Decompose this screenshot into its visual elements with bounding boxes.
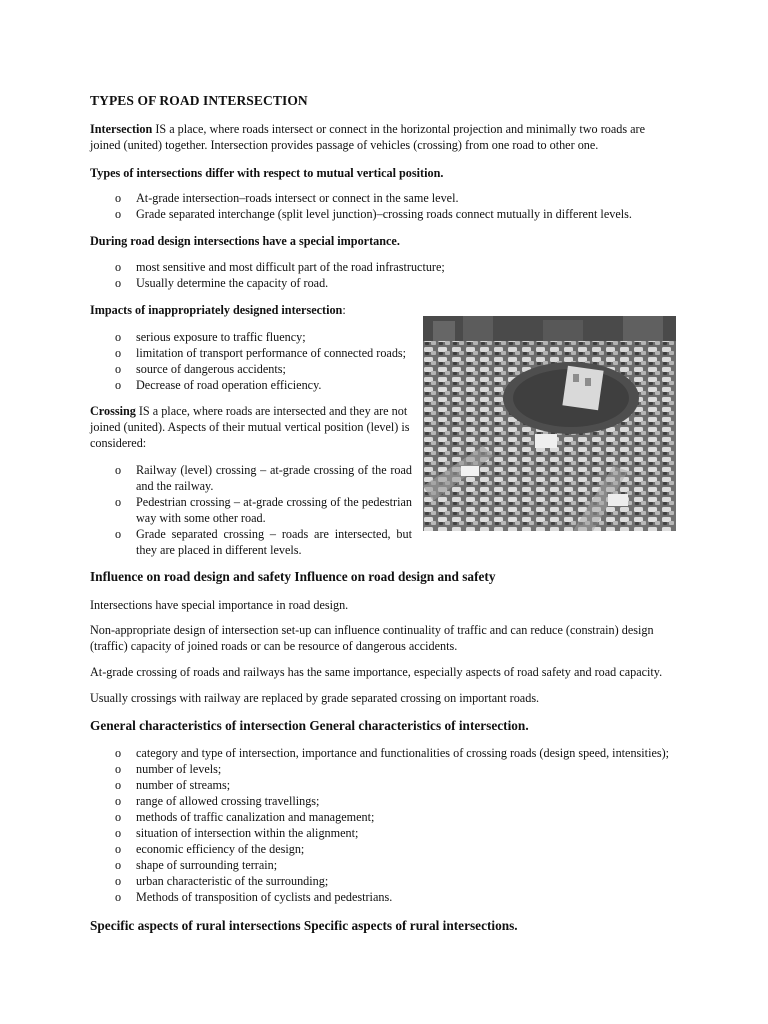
list-item: o Railway (level) crossing – at-grade crossing of the road and the railway.	[115, 463, 412, 493]
influence-heading: Influence on road design and safety Influence on road design and safety	[90, 569, 496, 584]
list-item: o situation of intersection within the alignment;	[115, 826, 359, 840]
traffic-intersection-photo	[423, 316, 676, 531]
list-item: o Grade separated interchange (split level junction)–crossing roads connect mutually in different levels.	[115, 207, 632, 221]
list-item: o Pedestrian crossing – at-grade crossing of the pedestrian way with some other road.	[115, 495, 412, 525]
types-list	[90, 190, 680, 222]
rural-heading: Specific aspects of rural intersections Specific aspects of rural intersections.	[90, 918, 518, 933]
intro-term: Intersection	[90, 122, 153, 136]
impacts-list	[90, 329, 420, 393]
list-item: o number of levels;	[115, 762, 222, 776]
list-item: o Methods of transposition of cyclists and pedestrians.	[115, 890, 393, 904]
crossing-text: IS a place, where roads are intersected and they are not joined (united). Aspects of their mutual vertical position (level) is considered:	[90, 404, 410, 450]
list-item: o Grade separated crossing – roads are intersected, but they are placed in different levels.	[115, 527, 412, 557]
list-item: o Usually determine the capacity of road.	[115, 276, 329, 290]
influence-paragraph-2: Non-appropriate design of intersection set-up can influence continuality of traffic and can reduce (constrain) design (traffic) capacity of joined roads or can be resource of dangerous accidents.	[90, 623, 654, 653]
list-item: o Decrease of road operation efficiency.	[115, 378, 322, 392]
influence-paragraph-4: Usually crossings with railway are replaced by grade separated crossing on important roads.	[90, 691, 540, 705]
crossing-paragraph	[90, 403, 412, 451]
influence-paragraph-1: Intersections have special importance in road design.	[90, 598, 349, 612]
list-item: o At-grade intersection–roads intersect or connect in the same level.	[115, 191, 459, 205]
general-heading: General characteristics of intersection General characteristics of intersection.	[90, 718, 529, 733]
list-item: o category and type of intersection, importance and functionalities of crossing roads (design speed, intensities);	[115, 746, 670, 760]
list-item: o serious exposure to traffic fluency;	[115, 330, 306, 344]
impacts-heading: Impacts of inappropriately designed intersection	[90, 303, 343, 317]
list-item: o range of allowed crossing travellings;	[115, 794, 320, 808]
importance-list	[90, 259, 680, 291]
list-item: o urban characteristic of the surrounding;	[115, 874, 329, 888]
list-item: o most sensitive and most difficult part of the road infrastructure;	[115, 260, 445, 274]
list-item: o economic efficiency of the design;	[115, 842, 305, 856]
crossing-list	[90, 462, 412, 558]
general-list	[90, 745, 690, 905]
list-item: o shape of surrounding terrain;	[115, 858, 278, 872]
intro-text: IS a place, where roads intersect or connect in the horizontal projection and minimally two roads are joined (united) together. Intersection provides passage of vehicles (crossing) from one road to other one.	[90, 122, 646, 152]
list-item: o limitation of transport performance of connected roads;	[115, 346, 407, 360]
intro-paragraph	[90, 121, 678, 153]
list-item: o methods of traffic canalization and management;	[115, 810, 375, 824]
crossing-term: Crossing	[90, 404, 136, 418]
influence-paragraph-3: At-grade crossing of roads and railways has the same importance, especially aspects of road safety and road capacity.	[90, 665, 663, 679]
page-title: TYPES OF ROAD INTERSECTION	[90, 93, 308, 108]
types-heading: Types of intersections differ with respect to mutual vertical position.	[90, 166, 444, 180]
list-item: o number of streams;	[115, 778, 231, 792]
impacts-heading-line: Impacts of inappropriately designed intersection:	[90, 303, 346, 317]
list-item: o source of dangerous accidents;	[115, 362, 286, 376]
importance-heading: During road design intersections have a special importance.	[90, 234, 400, 248]
